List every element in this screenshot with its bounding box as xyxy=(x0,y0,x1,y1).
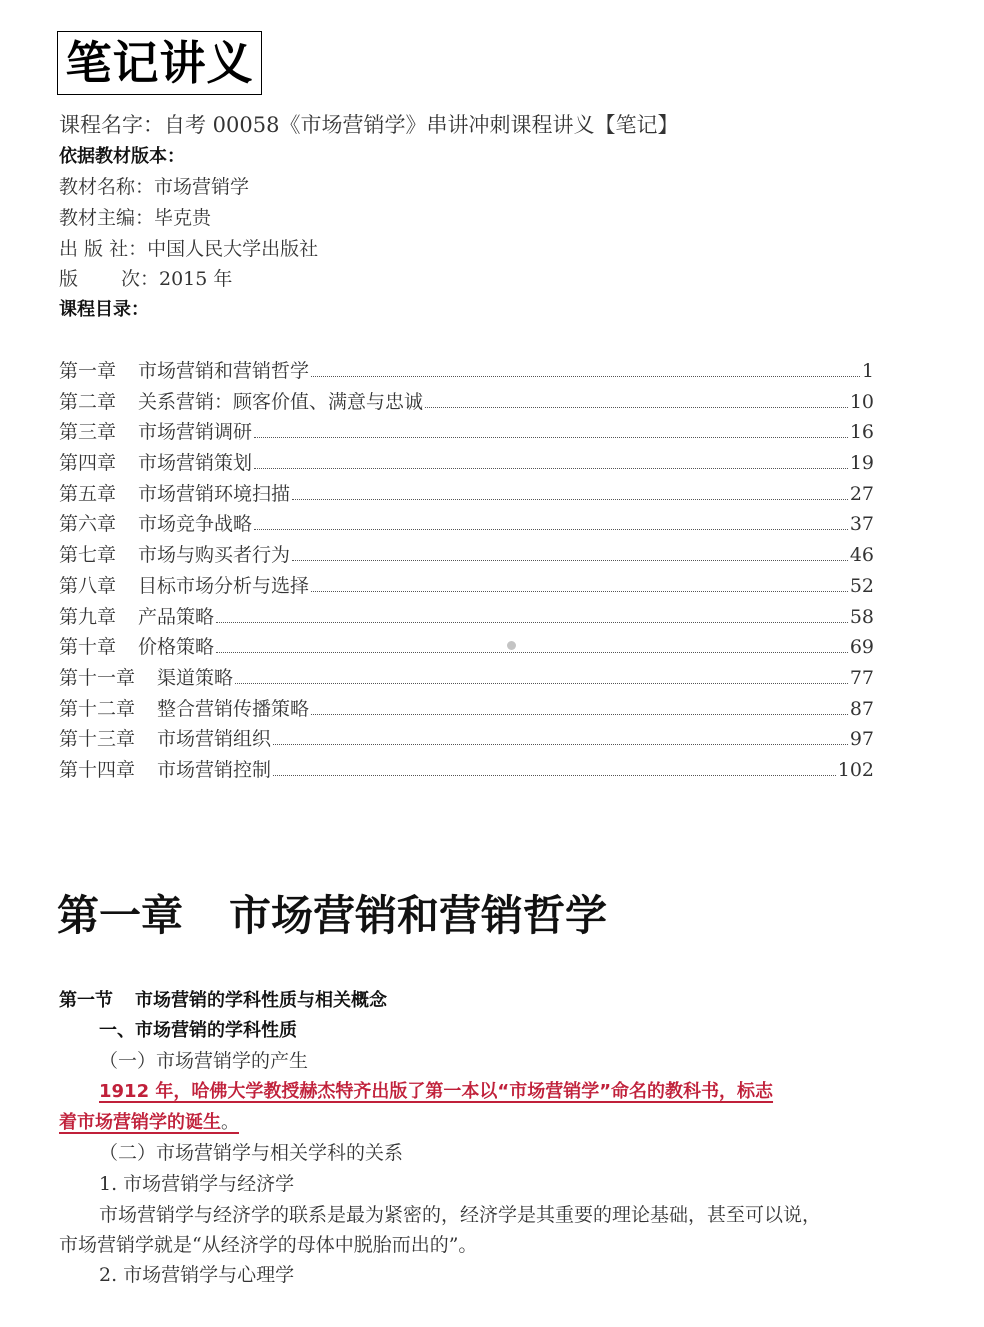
chapter-number: 第一章 xyxy=(57,891,184,940)
textbook-edition xyxy=(59,266,232,292)
toc-chapter-title: 市场营销调研 xyxy=(138,421,253,444)
toc-chapter-number: 第六章 xyxy=(59,513,117,536)
highlight-line-2-text: 着市场营销学的诞生 xyxy=(59,1112,221,1133)
toc-chapter-number: 第十二章 xyxy=(59,697,136,720)
toc-leader-dots xyxy=(311,713,848,715)
toc-chapter-number: 第十一章 xyxy=(59,666,136,689)
cursor-dot xyxy=(507,641,516,650)
toc-page-number: 69 xyxy=(849,636,874,659)
toc-entry[interactable] xyxy=(59,387,874,418)
textbook-publisher: 出 版 社：中国人民大学出版社 xyxy=(59,238,319,260)
toc-leader-dots xyxy=(292,498,848,500)
toc-chapter-title: 市场营销环境扫描 xyxy=(138,482,291,505)
highlight-tail: 。 xyxy=(221,1112,239,1133)
toc-page-number: 97 xyxy=(849,728,874,751)
toc-chapter-number: 第十四章 xyxy=(59,758,136,781)
toc-entry[interactable] xyxy=(59,632,874,663)
toc-leader-dots xyxy=(425,406,848,408)
toc-leader-dots xyxy=(254,528,848,530)
toc-entry[interactable] xyxy=(59,417,874,448)
toc-leader-dots xyxy=(254,436,848,438)
table-of-contents xyxy=(59,356,874,786)
point-1: 1. 市场营销学与经济学 xyxy=(99,1173,295,1195)
toc-chapter-title: 目标市场分析与选择 xyxy=(138,574,310,597)
section-heading xyxy=(59,987,387,1015)
edition-value: 次：2015 年 xyxy=(121,268,233,290)
toc-leader-dots xyxy=(273,774,836,776)
edition-label-a: 版 xyxy=(59,268,79,290)
toc-leader-dots xyxy=(235,682,848,684)
toc-chapter-title: 整合营销传播策略 xyxy=(157,697,310,720)
toc-entry[interactable] xyxy=(59,509,874,540)
toc-chapter-title: 渠道策略 xyxy=(157,666,234,689)
toc-chapter-title: 市场营销控制 xyxy=(157,758,272,781)
toc-entry[interactable] xyxy=(59,571,874,602)
course-name: 课程名字：自考 00058《市场营销学》串讲冲刺课程讲义【笔记】 xyxy=(59,113,679,137)
toc-page-number: 16 xyxy=(849,421,874,444)
toc-chapter-title: 市场营销组织 xyxy=(157,728,272,751)
toc-leader-dots xyxy=(273,743,848,745)
item-heading-1: （一）市场营销学的产生 xyxy=(99,1050,309,1072)
notes-banner: 笔记讲义 xyxy=(57,31,262,95)
toc-chapter-number: 第五章 xyxy=(59,482,117,505)
highlight-line-1: 1912 年，哈佛大学教授赫杰特齐出版了第一本以“市场营销学”命名的教科书，标志 xyxy=(99,1081,774,1102)
textbook-name: 教材名称：市场营销学 xyxy=(59,176,250,198)
toc-entry[interactable] xyxy=(59,663,874,694)
section-title: 市场营销的学科性质与相关概念 xyxy=(135,990,387,1011)
toc-entry[interactable] xyxy=(59,694,874,725)
toc-chapter-number: 第三章 xyxy=(59,421,117,444)
toc-chapter-title: 市场营销和营销哲学 xyxy=(138,360,310,382)
toc-chapter-number: 第九章 xyxy=(59,605,117,628)
toc-label: 课程目录： xyxy=(59,299,149,320)
toc-page-number: 87 xyxy=(849,697,874,720)
toc-entry[interactable] xyxy=(59,724,874,755)
toc-entry[interactable] xyxy=(59,602,874,633)
highlight-line-2 xyxy=(59,1108,239,1138)
toc-chapter-number: 第一章 xyxy=(59,360,117,382)
section-number: 第一节 xyxy=(59,990,113,1011)
toc-chapter-title: 市场竞争战略 xyxy=(138,513,253,536)
toc-chapter-title: 市场营销策划 xyxy=(138,452,253,475)
toc-chapter-number: 第八章 xyxy=(59,574,117,597)
toc-page-number: 58 xyxy=(849,605,874,628)
toc-chapter-title: 产品策略 xyxy=(138,605,215,628)
toc-page-number: 27 xyxy=(849,482,874,505)
toc-chapter-title: 价格策略 xyxy=(138,636,215,659)
chapter-title: 市场营销和营销哲学 xyxy=(229,891,608,940)
toc-chapter-number: 第七章 xyxy=(59,544,117,567)
textbook-editor: 教材主编：毕克贵 xyxy=(59,207,212,229)
toc-chapter-number: 第十章 xyxy=(59,636,117,659)
toc-chapter-title: 关系营销：顾客价值、满意与忠诚 xyxy=(138,390,424,413)
toc-leader-dots xyxy=(311,590,848,592)
toc-leader-dots xyxy=(216,621,848,623)
toc-entry[interactable] xyxy=(59,479,874,510)
toc-chapter-title: 市场与购买者行为 xyxy=(138,544,291,567)
toc-page-number: 37 xyxy=(849,513,874,536)
toc-leader-dots xyxy=(311,375,860,377)
chapter-heading xyxy=(57,886,607,946)
paragraph-1-line-1: 市场营销学与经济学的联系是最为紧密的，经济学是其重要的理论基础，甚至可以说， xyxy=(99,1204,822,1226)
toc-entry[interactable] xyxy=(59,540,874,571)
toc-page-number: 19 xyxy=(849,452,874,475)
toc-page-number: 1 xyxy=(861,360,874,382)
toc-leader-dots xyxy=(254,467,848,469)
subsection-heading: 一、市场营销的学科性质 xyxy=(99,1020,297,1041)
toc-chapter-number: 第二章 xyxy=(59,390,117,413)
point-2: 2. 市场营销学与心理学 xyxy=(99,1264,295,1286)
paragraph-1-line-2: 市场营销学就是“从经济学的母体中脱胎而出的”。 xyxy=(59,1234,478,1256)
toc-chapter-number: 第四章 xyxy=(59,452,117,475)
toc-chapter-number: 第十三章 xyxy=(59,728,136,751)
toc-leader-dots xyxy=(216,651,848,653)
toc-leader-dots xyxy=(292,559,848,561)
toc-entry[interactable] xyxy=(59,755,874,786)
toc-page-number: 77 xyxy=(849,666,874,689)
toc-page-number: 10 xyxy=(849,390,874,413)
toc-entry[interactable] xyxy=(59,356,874,387)
item-heading-2: （二）市场营销学与相关学科的关系 xyxy=(99,1142,404,1164)
toc-page-number: 46 xyxy=(849,544,874,567)
toc-page-number: 102 xyxy=(837,758,874,781)
toc-page-number: 52 xyxy=(849,574,874,597)
textbook-basis-label: 依据教材版本： xyxy=(59,146,185,167)
toc-entry[interactable] xyxy=(59,448,874,479)
